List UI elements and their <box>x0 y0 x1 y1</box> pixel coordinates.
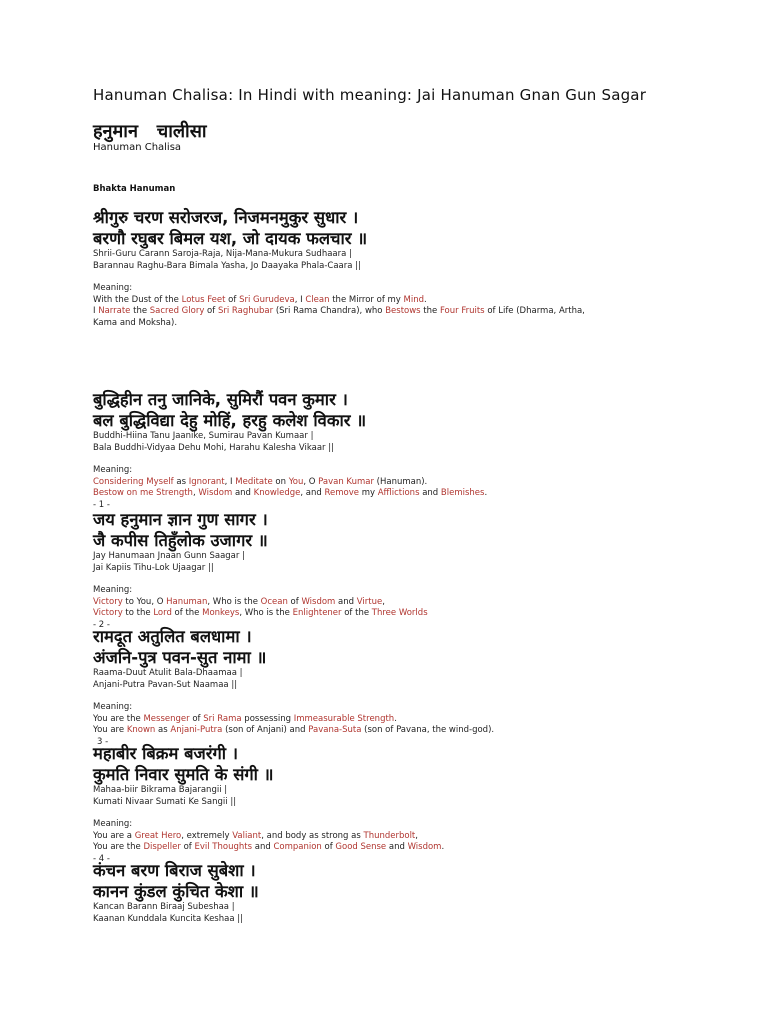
hindi-line: कानन कुंडल कुंचित केशा ॥ <box>93 882 259 901</box>
verse-number: - 1 - <box>93 499 110 510</box>
heading-english: Hanuman Chalisa <box>93 142 182 153</box>
transliteration-line: Mahaa-biir Bikrama Bajarangii | <box>93 785 228 795</box>
transliteration-line: Bala Buddhi-Vidyaa Dehu Mohi, Harahu Kalesha Vikaar || <box>93 442 334 453</box>
hindi-line: बरणौ रघुबर बिमल यश, जो दायक फलचार ॥ <box>93 229 368 248</box>
meaning-label: Meaning: <box>93 702 133 712</box>
meaning-text: Victory to You, O Hanuman, Who is the Ocean of Wisdom and Virtue, <box>93 596 385 607</box>
verse-block-2 <box>93 389 733 510</box>
meaning-text: You are the Dispeller of Evil Thoughts and Companion of Good Sense and Wisdom. <box>93 842 445 852</box>
transliteration-line: Kancan Barann Biraaj Subeshaa | <box>93 902 235 912</box>
meaning-text: I Narrate the Sacred Glory of Sri Raghubar (Sri Rama Chandra), who Bestows the Four Fruits of Life (Dharma, Artha, <box>93 306 585 316</box>
meaning-label: Meaning: <box>93 283 133 293</box>
transliteration-line: Shrii-Guru Carann Saroja-Raja, Nija-Mana-Mukura Sudhaara | <box>93 249 352 259</box>
transliteration-line: Anjani-Putra Pavan-Sut Naamaa || <box>93 679 238 690</box>
transliteration-line: Kaanan Kunddala Kuncita Keshaa || <box>93 913 243 924</box>
verse-number: - 4 - <box>93 853 110 864</box>
transliteration-line: Buddhi-Hiina Tanu Jaanike, Sumirau Pavan Kumaar | <box>93 431 314 441</box>
meaning-text: You are a Great Hero, extremely Valiant, and body as strong as Thunderbolt, <box>93 830 418 841</box>
verse-block-1 <box>93 207 733 329</box>
hindi-line: कंचन बरण बिराज सुबेशा । <box>93 861 256 880</box>
transliteration-line: Raama-Duut Atulit Bala-Dhaamaa | <box>93 668 243 678</box>
verse-block-5 <box>93 743 733 864</box>
hindi-line: कुमति निवार सुमति के संगी ॥ <box>93 765 274 784</box>
meaning-text: Bestow on me Strength, Wisdom and Knowledge, and Remove my Afflictions and Blemishes. <box>93 488 488 498</box>
meaning-text: You are Known as Anjani-Putra (son of Anjani) and Pavana-Suta (son of Pavana, the wind-god). <box>93 725 495 735</box>
verse-number: 3 - <box>97 736 109 747</box>
hindi-line: रामदूत अतुलित बलधामा । <box>93 627 252 646</box>
bhakta-label: Bhakta Hanuman <box>93 184 176 194</box>
meaning-text: Kama and Moksha). <box>93 317 178 328</box>
hindi-line: जै कपीस तिहुँलोक उजागर ॥ <box>93 531 268 550</box>
transliteration-line: Barannau Raghu-Bara Bimala Yasha, Jo Daayaka Phala-Caara || <box>93 260 361 271</box>
verse-number: - 2 - <box>93 619 110 630</box>
hindi-line: श्रीगुरु चरण सरोजरज, निजमनमुकुर सुधार । <box>93 208 359 227</box>
meaning-label: Meaning: <box>93 465 133 475</box>
meaning-label: Meaning: <box>93 585 133 595</box>
meaning-text: Considering Myself as Ignorant, I Meditate on You, O Pavan Kumar (Hanuman). <box>93 476 428 487</box>
hindi-line: महाबीर बिक्रम बजरंगी । <box>93 744 239 763</box>
transliteration-line: Jai Kapiis Tihu-Lok Ujaagar || <box>93 562 214 573</box>
transliteration-line: Kumati Nivaar Sumati Ke Sangii || <box>93 796 237 807</box>
hindi-line: अंजनि-पुत्र पवन-सुत नामा ॥ <box>93 648 267 667</box>
meaning-text: Victory to the Lord of the Monkeys, Who is the Enlightener of the Three Worlds <box>93 608 428 618</box>
verse-block-6 <box>93 860 733 925</box>
meaning-text: With the Dust of the Lotus Feet of Sri Gurudeva, I Clean the Mirror of my Mind. <box>93 294 427 305</box>
page-title: Hanuman Chalisa: In Hindi with meaning: Jai Hanuman Gnan Gun Sagar <box>93 86 647 104</box>
meaning-label: Meaning: <box>93 819 133 829</box>
meaning-text: You are the Messenger of Sri Rama possessing Immeasurable Strength. <box>93 713 397 724</box>
heading-hindi: हनुमान चालीसा <box>93 121 207 142</box>
hindi-line: बुद्धिहीन तनु जानिके, सुमिरौं पवन कुमार । <box>93 390 348 409</box>
verse-block-4 <box>93 626 733 747</box>
hindi-line: बल बुद्धिविद्या देहु मोहिं, हरहु कलेश विकार ॥ <box>93 411 367 430</box>
hindi-line: जय हनुमान ज्ञान गुण सागर । <box>93 510 268 529</box>
verse-block-3 <box>93 509 733 630</box>
transliteration-line: Jay Hanumaan Jnaan Gunn Saagar | <box>93 551 245 561</box>
